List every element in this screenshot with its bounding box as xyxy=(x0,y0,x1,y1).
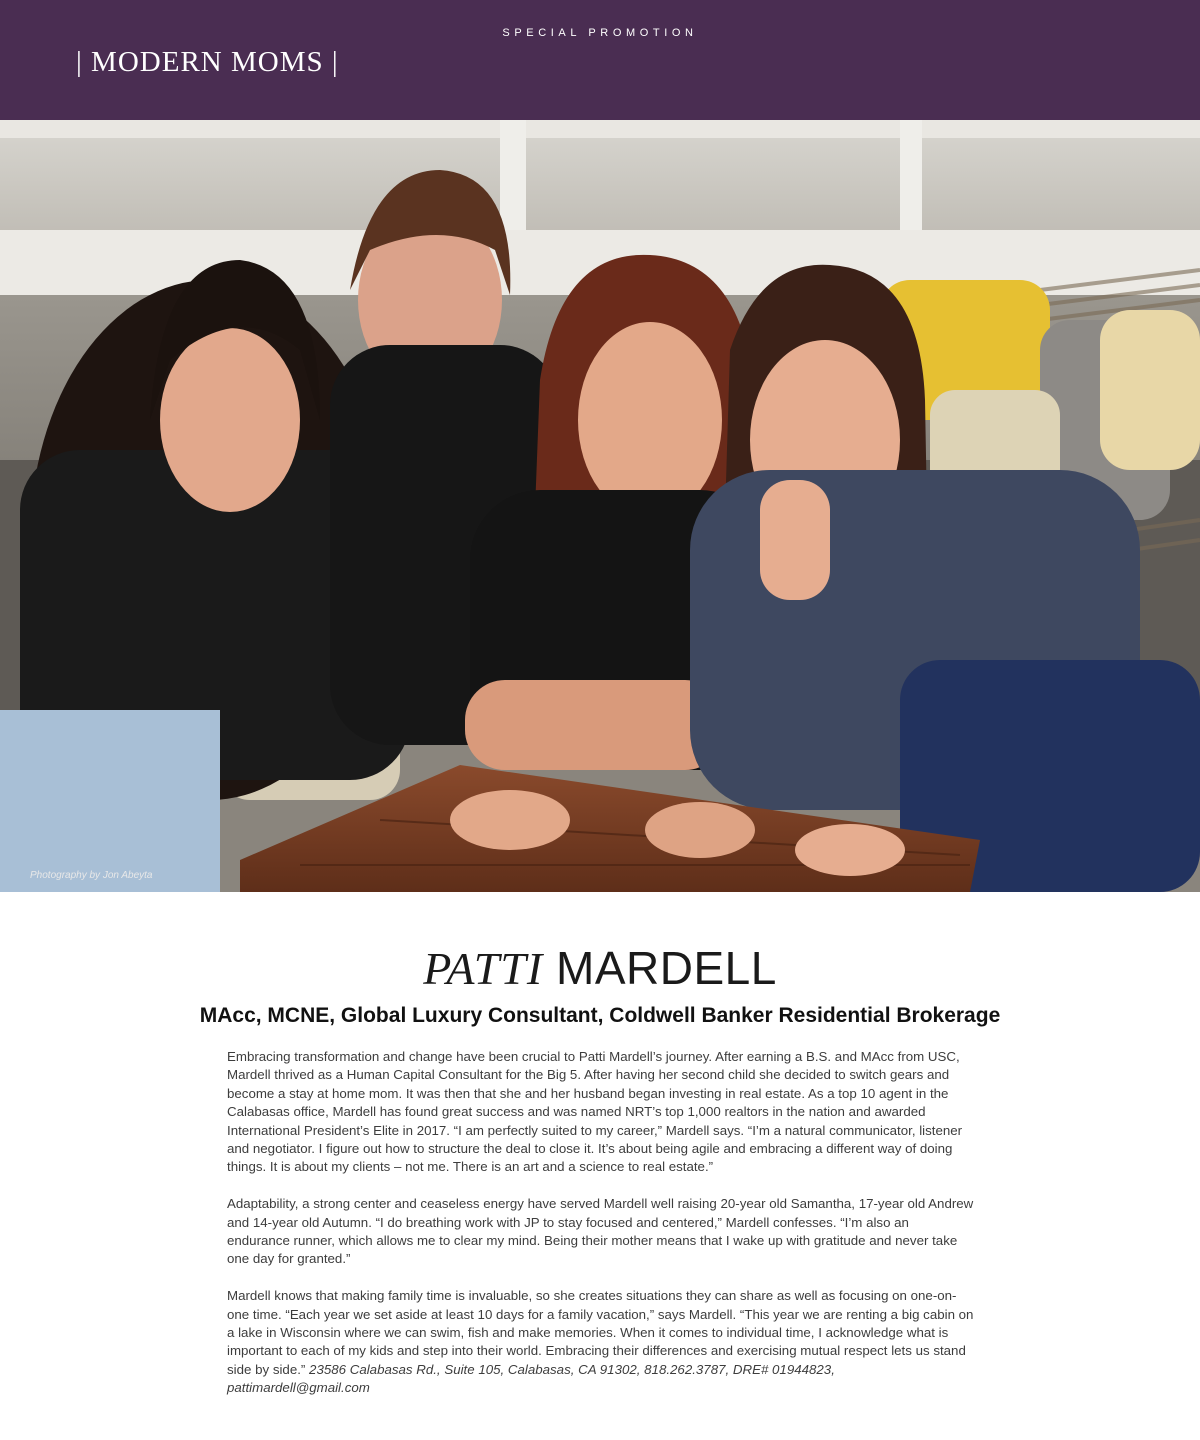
paragraph-2: Adaptability, a strong center and ceaseless energy have served Mardell well raising 20-year old Samantha, 17-year old Andrew and 14-year old Autumn. “I do breathing work with JP to stay focused and centered,” Mardell confesses. “I’m also an endurance runner, which allows me to clear my mind. Being their mother means that I wake up with gratitude and never take one day for granted.” xyxy=(227,1196,974,1267)
paragraph-1: Embracing transformation and change have been crucial to Patti Mardell’s journey. After earning a B.S. and MAcc from USC, Mardell thrived as a Human Capital Consultant for the Big 5. After having her second child she decided to switch gears and become a stay at home mom. It was then that she and her husband began investing in real estate. As a top 10 agent in the Calabasas office, Mardell has found great success and was named NRT’s top 1,000 realtors in the nation and awarded International President’s Elite in 2017. “I am perfectly suited to my career,” Mardell says. “I’m a natural communicator, listener and negotiator. I figure out how to structure the deal to close it. It’s about being agile and embracing a different way of doing things. It is about my clients – not me. There is an art and a science to real estate.” xyxy=(227,1049,963,1175)
header-banner xyxy=(0,0,1200,120)
special-promotion-label: SPECIAL PROMOTION xyxy=(502,27,698,39)
section-title: | MODERN MOMS | xyxy=(76,46,339,78)
paragraph-3 xyxy=(227,1287,975,1397)
last-name: MARDELL xyxy=(556,942,777,994)
first-name: PATTI xyxy=(423,943,544,994)
profile-name xyxy=(0,940,1200,997)
contact-info: 23586 Calabasas Rd., Suite 105, Calabasas, CA 91302, 818.262.3787, DRE# 01944823, pattimardell@gmail.com xyxy=(227,1361,835,1396)
paragraph-3-text: Mardell knows that making family time is invaluable, so she creates situations they can share as well as focusing on one-on-one time. “Each year we set aside at least 10 days for a family vacation,” says Mardell. “This year we are renting a big cabin on a lake in Wisconsin where we can swim, fish and make memories. When it comes to individual time, I acknowledge what is important to each of my kids and step into their world. Embracing their differences and exercising mutual respect lets us stand side by side.” xyxy=(227,1288,974,1377)
profile-title: MAcc, MCNE, Global Luxury Consultant, Coldwell Banker Residential Brokerage xyxy=(199,1004,1001,1027)
article-body xyxy=(227,1048,975,1416)
family-photo-illustration xyxy=(0,120,1200,892)
photo-credit: Photography by Jon Abeyta xyxy=(30,870,153,881)
family-photo xyxy=(0,120,1200,892)
